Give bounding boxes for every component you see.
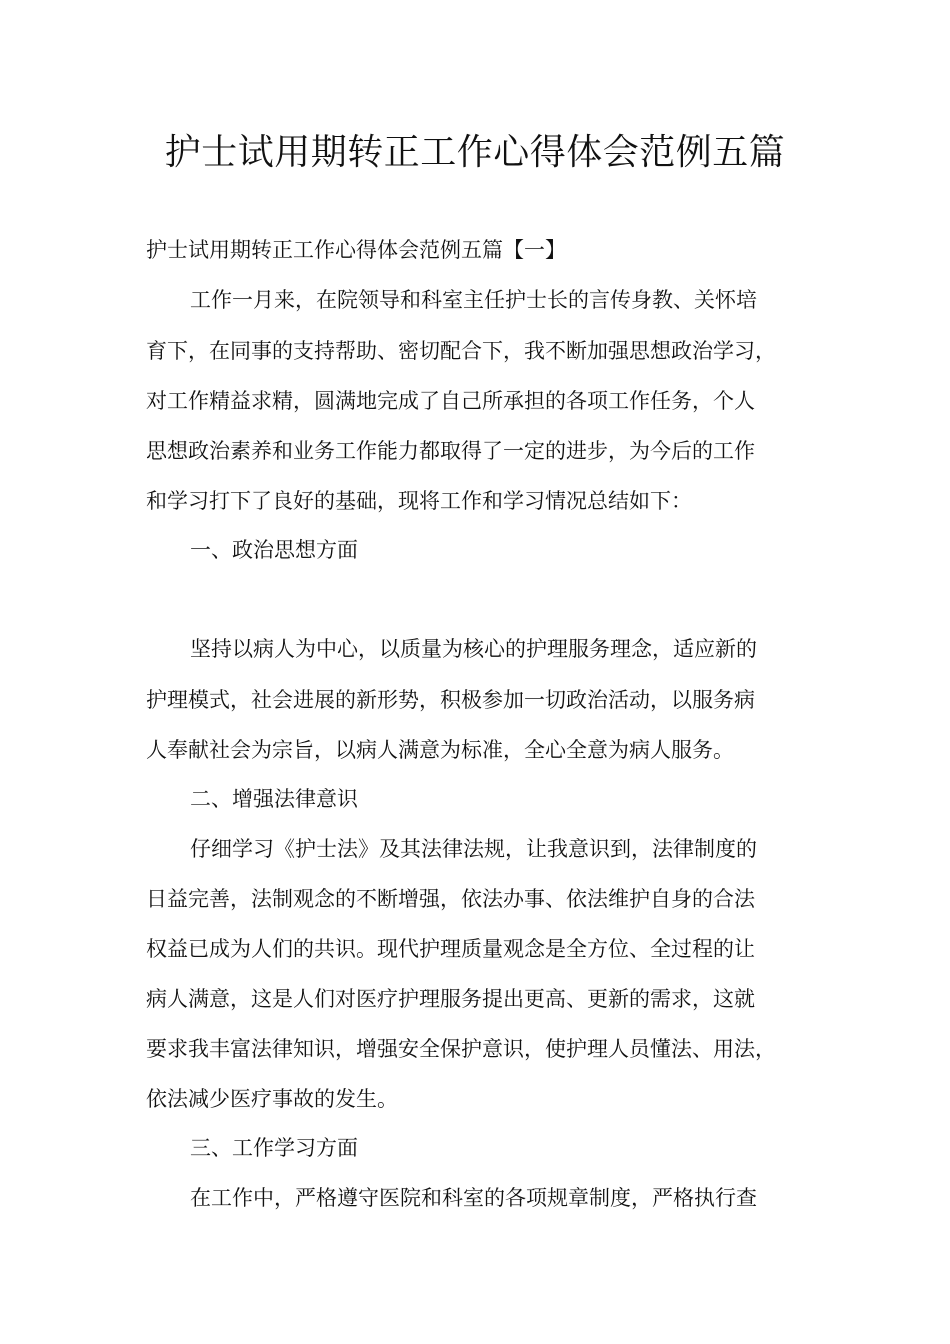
- paragraph-line: 护理模式，社会进展的新形势，积极参加一切政治活动，以服务病: [146, 688, 755, 712]
- paragraph-line: 在工作中，严格遵守医院和科室的各项规章制度，严格执行查: [190, 1186, 757, 1210]
- paragraph-line: 日益完善，法制观念的不断增强，依法办事、依法维护自身的合法: [146, 887, 755, 911]
- paragraph-line: 育下，在同事的支持帮助、密切配合下，我不断加强思想政治学习，: [146, 339, 776, 363]
- paragraph-line: 要求我丰富法律知识，增强安全保护意识，使护理人员懂法、用法，: [146, 1037, 776, 1061]
- paragraph-line: 权益已成为人们的共识。现代护理质量观念是全方位、全过程的让: [146, 937, 755, 961]
- paragraph-line: 坚持以病人为中心，以质量为核心的护理服务理念，适应新的: [190, 637, 757, 661]
- paragraph-line: 思想政治素养和业务工作能力都取得了一定的进步，为今后的工作: [146, 439, 755, 463]
- paragraph-line: 仔细学习《护士法》及其法律法规，让我意识到，法律制度的: [190, 837, 757, 861]
- paragraph-line: 人奉献社会为宗旨，以病人满意为标准，全心全意为病人服务。: [146, 738, 734, 762]
- subsection-heading: 三、工作学习方面: [190, 1136, 358, 1160]
- subsection-heading: 二、增强法律意识: [190, 787, 358, 811]
- paragraph-line: 对工作精益求精，圆满地完成了自己所承担的各项工作任务，个人: [146, 389, 755, 413]
- paragraph-line: 和学习打下了良好的基础，现将工作和学习情况总结如下：: [146, 489, 692, 513]
- paragraph-line: 病人满意，这是人们对医疗护理服务提出更高、更新的需求，这就: [146, 987, 755, 1011]
- subsection-heading: 一、政治思想方面: [190, 538, 358, 562]
- paragraph-line: 工作一月来，在院领导和科室主任护士长的言传身教、关怀培: [190, 288, 757, 312]
- section-heading: 护士试用期转正工作心得体会范例五篇【一】: [146, 238, 566, 262]
- paragraph-line: 依法减少医疗事故的发生。: [146, 1087, 398, 1111]
- document-title: 护士试用期转正工作心得体会范例五篇: [164, 132, 786, 173]
